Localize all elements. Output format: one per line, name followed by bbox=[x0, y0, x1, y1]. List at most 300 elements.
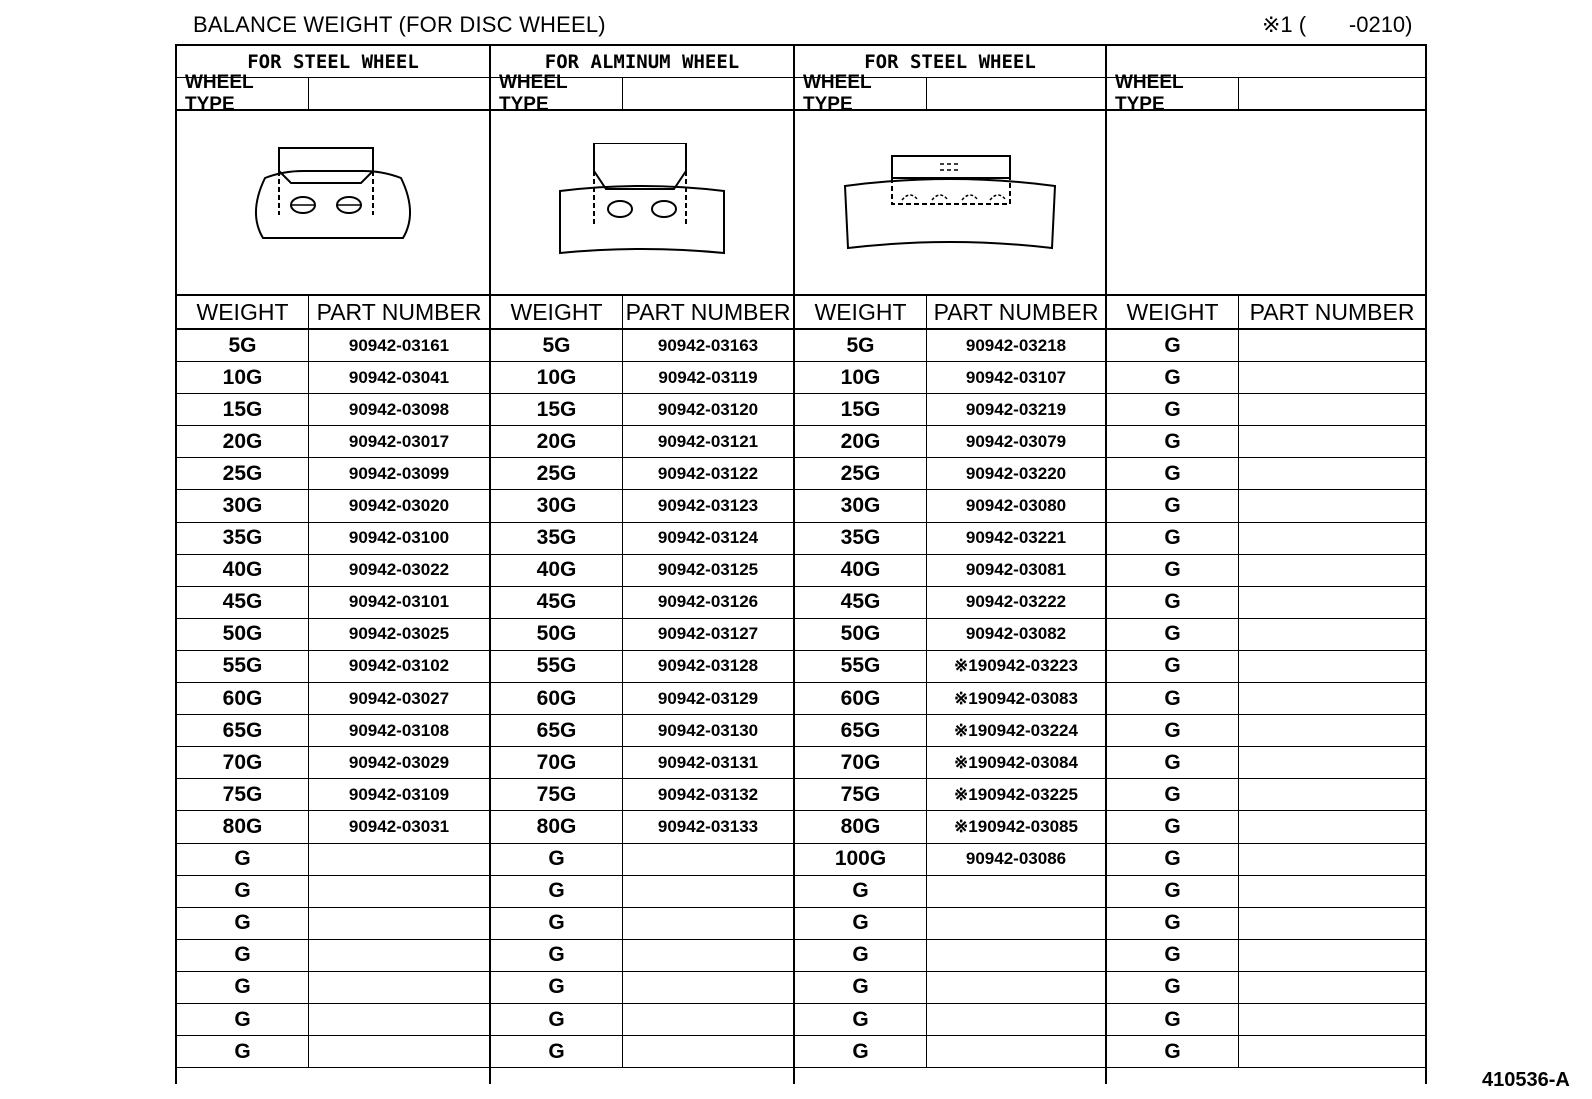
wheel-type-value bbox=[623, 78, 793, 109]
part-number-cell: 90942-03107 bbox=[965, 367, 1067, 387]
part-number-cell bbox=[309, 876, 489, 907]
weight-cell: 45G bbox=[177, 587, 309, 618]
part-number-cell bbox=[1239, 811, 1425, 842]
part-number-cell bbox=[623, 972, 793, 1003]
weight-cell: G bbox=[1107, 747, 1239, 778]
wheel-type-label: WHEEL TYPE bbox=[795, 78, 927, 109]
weight-cell: G bbox=[1107, 876, 1239, 907]
table-row bbox=[1107, 362, 1425, 394]
weight-cell: G bbox=[1107, 779, 1239, 810]
table-row bbox=[795, 972, 1105, 1004]
part-number-cell bbox=[1239, 844, 1425, 875]
weight-cell: 70G bbox=[491, 747, 623, 778]
table-row bbox=[795, 651, 1105, 683]
table-row bbox=[177, 811, 489, 843]
part-number-cell: ※190942-03224 bbox=[954, 720, 1078, 740]
table-row bbox=[795, 715, 1105, 747]
weight-column-header: WEIGHT bbox=[1107, 296, 1239, 328]
weight-cell: G bbox=[177, 876, 309, 907]
table-row bbox=[491, 747, 793, 779]
wheel-type-label: WHEEL TYPE bbox=[491, 78, 623, 109]
weight-cell: G bbox=[1107, 1004, 1239, 1035]
table-row bbox=[491, 908, 793, 940]
section-heading: FOR STEEL WHEEL bbox=[795, 46, 1105, 78]
table-row bbox=[1107, 844, 1425, 876]
part-number-cell bbox=[1239, 747, 1425, 778]
part-number-cell bbox=[927, 876, 1105, 907]
weight-cell: G bbox=[1107, 940, 1239, 971]
table-row bbox=[1107, 715, 1425, 747]
weight-cell: 65G bbox=[795, 715, 927, 746]
table-row bbox=[795, 587, 1105, 619]
table-row bbox=[177, 779, 489, 811]
weight-cell: 75G bbox=[795, 779, 927, 810]
weight-cell: G bbox=[1107, 619, 1239, 650]
table-row bbox=[1107, 1004, 1425, 1036]
table-row bbox=[491, 490, 793, 522]
table-row bbox=[177, 747, 489, 779]
weight-cell: 50G bbox=[491, 619, 623, 650]
table-row bbox=[795, 330, 1105, 362]
part-number-cell: 90942-03125 bbox=[657, 560, 759, 580]
weight-cell: G bbox=[1107, 362, 1239, 393]
table-row bbox=[1107, 1036, 1425, 1068]
part-number-cell: 90942-03128 bbox=[657, 656, 759, 676]
weight-cell: G bbox=[795, 1036, 927, 1067]
weight-cell: 70G bbox=[177, 747, 309, 778]
weight-cell: 45G bbox=[795, 587, 927, 618]
weight-cell: 10G bbox=[795, 362, 927, 393]
column-headers bbox=[1107, 296, 1425, 330]
table-row bbox=[177, 715, 489, 747]
weight-cell: 5G bbox=[491, 330, 623, 361]
part-number-cell: 90942-03086 bbox=[965, 849, 1067, 869]
weight-cell: 45G bbox=[491, 587, 623, 618]
table-row bbox=[177, 651, 489, 683]
weight-cell: G bbox=[177, 972, 309, 1003]
part-number-cell bbox=[623, 844, 793, 875]
table-row bbox=[795, 523, 1105, 555]
table-row bbox=[177, 972, 489, 1004]
part-number-cell bbox=[1239, 940, 1425, 971]
weight-cell: 80G bbox=[795, 811, 927, 842]
table-row bbox=[1107, 972, 1425, 1004]
part-number-cell bbox=[1239, 362, 1425, 393]
table-row bbox=[177, 1036, 489, 1068]
table-row bbox=[177, 587, 489, 619]
part-number-cell: 90942-03029 bbox=[348, 752, 450, 772]
table-row bbox=[491, 362, 793, 394]
weight-column-header: WEIGHT bbox=[177, 296, 309, 328]
part-number-cell: 90942-03102 bbox=[348, 656, 450, 676]
weight-cell: 10G bbox=[491, 362, 623, 393]
weight-cell: G bbox=[1107, 972, 1239, 1003]
part-number-cell: 90942-03131 bbox=[657, 752, 759, 772]
table-row bbox=[177, 908, 489, 940]
part-number-cell bbox=[309, 940, 489, 971]
weight-cell: G bbox=[177, 940, 309, 971]
weight-cell: G bbox=[1107, 458, 1239, 489]
weight-cell: 35G bbox=[795, 523, 927, 554]
part-number-cell bbox=[927, 1036, 1105, 1067]
table-row bbox=[1107, 458, 1425, 490]
weight-cell: G bbox=[177, 844, 309, 875]
weight-cell: 80G bbox=[491, 811, 623, 842]
part-number-cell: 90942-03133 bbox=[657, 816, 759, 836]
weight-cell: 20G bbox=[491, 426, 623, 457]
weight-cell: G bbox=[177, 1036, 309, 1067]
table-row bbox=[491, 940, 793, 972]
section-1 bbox=[175, 44, 489, 1084]
weight-cell: 15G bbox=[177, 394, 309, 425]
weight-cell: 75G bbox=[491, 779, 623, 810]
weight-cell: 75G bbox=[177, 779, 309, 810]
column-headers bbox=[491, 296, 793, 330]
table-row bbox=[795, 458, 1105, 490]
weight-cell: 25G bbox=[177, 458, 309, 489]
part-number-cell: 90942-03124 bbox=[657, 528, 759, 548]
table-row bbox=[1107, 876, 1425, 908]
wheel-type-label: WHEEL TYPE bbox=[177, 78, 309, 109]
table-row bbox=[1107, 555, 1425, 587]
weight-cell: 20G bbox=[795, 426, 927, 457]
weight-cell: G bbox=[491, 972, 623, 1003]
table-row bbox=[177, 426, 489, 458]
weight-cell: 30G bbox=[491, 490, 623, 521]
part-number-cell bbox=[1239, 330, 1425, 361]
table-row bbox=[1107, 747, 1425, 779]
part-number-cell bbox=[309, 1036, 489, 1067]
weight-cell: G bbox=[491, 1004, 623, 1035]
part-number-cell bbox=[1239, 876, 1425, 907]
table-row bbox=[1107, 523, 1425, 555]
weight-cell: G bbox=[1107, 683, 1239, 714]
table-row bbox=[1107, 683, 1425, 715]
table-row bbox=[177, 523, 489, 555]
table-row bbox=[795, 1004, 1105, 1036]
part-number-column-header: PART NUMBER bbox=[625, 298, 791, 325]
part-number-cell bbox=[927, 908, 1105, 939]
table-row bbox=[177, 362, 489, 394]
weight-cell: 55G bbox=[491, 651, 623, 682]
part-number-cell bbox=[1239, 683, 1425, 714]
part-number-cell: ※190942-03223 bbox=[954, 656, 1078, 676]
weight-cell: 65G bbox=[491, 715, 623, 746]
wheel-type-row bbox=[1107, 71, 1425, 115]
weight-cell: 5G bbox=[177, 330, 309, 361]
part-number-cell: 90942-03129 bbox=[657, 688, 759, 708]
part-number-cell: ※190942-03085 bbox=[954, 816, 1078, 836]
table-row bbox=[491, 972, 793, 1004]
table-row bbox=[491, 619, 793, 651]
table-row bbox=[491, 458, 793, 490]
weight-cell: G bbox=[1107, 844, 1239, 875]
part-number-cell: 90942-03082 bbox=[965, 624, 1067, 644]
table-row bbox=[177, 683, 489, 715]
table-row bbox=[1107, 394, 1425, 426]
part-number-cell: 90942-03221 bbox=[965, 528, 1067, 548]
part-number-cell: 90942-03022 bbox=[348, 560, 450, 580]
weight-cell: 60G bbox=[177, 683, 309, 714]
wheel-type-row bbox=[795, 71, 1105, 115]
wheel-type-value bbox=[309, 78, 489, 109]
weight-cell: G bbox=[177, 908, 309, 939]
part-number-cell: 90942-03101 bbox=[348, 592, 450, 612]
wheel-type-label: WHEEL TYPE bbox=[1107, 78, 1239, 109]
part-number-cell bbox=[623, 876, 793, 907]
part-number-column-header: PART NUMBER bbox=[933, 298, 1099, 325]
section-2 bbox=[489, 44, 793, 1084]
weight-cell: 65G bbox=[177, 715, 309, 746]
weight-cell: 50G bbox=[795, 619, 927, 650]
part-number-cell: 90942-03220 bbox=[965, 463, 1067, 483]
part-number-cell: 90942-03218 bbox=[965, 335, 1067, 355]
part-number-cell: ※190942-03083 bbox=[954, 688, 1078, 708]
table-row bbox=[177, 844, 489, 876]
part-number-cell: ※190942-03084 bbox=[954, 752, 1078, 772]
column-headers bbox=[795, 296, 1105, 330]
part-number-cell bbox=[309, 908, 489, 939]
table-row bbox=[795, 1036, 1105, 1068]
figure-id: 410536-A bbox=[1482, 1069, 1570, 1091]
wheel-type-value bbox=[927, 78, 1105, 109]
part-number-cell: 90942-03100 bbox=[348, 528, 450, 548]
wheel-type-value bbox=[1239, 78, 1425, 109]
balance-weight-table bbox=[175, 44, 1427, 1084]
part-number-cell: 90942-03161 bbox=[348, 335, 450, 355]
part-number-cell: 90942-03109 bbox=[348, 784, 450, 804]
part-number-cell: 90942-03025 bbox=[348, 624, 450, 644]
part-number-cell bbox=[1239, 587, 1425, 618]
aluminum-clip-weight-drawing bbox=[491, 111, 793, 296]
table-row bbox=[1107, 426, 1425, 458]
table-row bbox=[1107, 779, 1425, 811]
weight-cell: 30G bbox=[177, 490, 309, 521]
weight-cell: G bbox=[1107, 330, 1239, 361]
part-number-cell: 90942-03222 bbox=[965, 592, 1067, 612]
table-row bbox=[491, 587, 793, 619]
weight-cell: G bbox=[1107, 394, 1239, 425]
table-row bbox=[491, 779, 793, 811]
table-row bbox=[795, 940, 1105, 972]
weight-cell: G bbox=[795, 908, 927, 939]
part-number-cell bbox=[1239, 426, 1425, 457]
part-number-cell: 90942-03027 bbox=[348, 688, 450, 708]
table-row bbox=[177, 394, 489, 426]
revision-note: ※1 ( -0210) bbox=[1262, 12, 1413, 37]
weight-cell: 55G bbox=[795, 651, 927, 682]
part-number-cell bbox=[1239, 458, 1425, 489]
part-number-cell: 90942-03079 bbox=[965, 431, 1067, 451]
weight-cell: G bbox=[795, 940, 927, 971]
part-number-cell: 90942-03120 bbox=[657, 399, 759, 419]
weight-cell: G bbox=[795, 876, 927, 907]
weight-cell: G bbox=[1107, 490, 1239, 521]
part-number-cell bbox=[309, 1004, 489, 1035]
part-number-cell: 90942-03041 bbox=[348, 367, 450, 387]
empty-drawing-area bbox=[1107, 111, 1425, 296]
table-row bbox=[177, 458, 489, 490]
weight-cell: 60G bbox=[795, 683, 927, 714]
weight-cell: 40G bbox=[795, 555, 927, 586]
table-row bbox=[795, 779, 1105, 811]
weight-cell: G bbox=[491, 876, 623, 907]
table-row bbox=[491, 523, 793, 555]
part-number-cell bbox=[927, 1004, 1105, 1035]
weight-cell: 15G bbox=[795, 394, 927, 425]
part-number-cell: 90942-03127 bbox=[657, 624, 759, 644]
weight-cell: 60G bbox=[491, 683, 623, 714]
part-number-cell bbox=[1239, 619, 1425, 650]
section-4 bbox=[1105, 44, 1427, 1084]
table-row bbox=[491, 844, 793, 876]
table-row bbox=[795, 362, 1105, 394]
weight-cell: 15G bbox=[491, 394, 623, 425]
table-row bbox=[491, 555, 793, 587]
table-row bbox=[1107, 619, 1425, 651]
weight-cell: 10G bbox=[177, 362, 309, 393]
part-number-cell: 90942-03099 bbox=[348, 463, 450, 483]
part-number-cell bbox=[1239, 908, 1425, 939]
table-row bbox=[177, 555, 489, 587]
table-row bbox=[795, 394, 1105, 426]
table-row bbox=[491, 426, 793, 458]
weight-column-header: WEIGHT bbox=[795, 296, 927, 328]
weight-cell: G bbox=[795, 1004, 927, 1035]
weight-cell: G bbox=[491, 908, 623, 939]
part-number-cell: 90942-03098 bbox=[348, 399, 450, 419]
part-number-cell bbox=[623, 940, 793, 971]
weight-cell: G bbox=[1107, 908, 1239, 939]
table-row bbox=[1107, 940, 1425, 972]
weight-cell: 35G bbox=[177, 523, 309, 554]
part-number-cell: 90942-03080 bbox=[965, 496, 1067, 516]
part-number-cell: 90942-03017 bbox=[348, 431, 450, 451]
weight-cell: 100G bbox=[795, 844, 927, 875]
table-row bbox=[1107, 490, 1425, 522]
weight-cell: G bbox=[1107, 555, 1239, 586]
weight-cell: G bbox=[1107, 587, 1239, 618]
part-number-cell bbox=[1239, 394, 1425, 425]
table-row bbox=[795, 811, 1105, 843]
table-row bbox=[795, 683, 1105, 715]
weight-cell: G bbox=[1107, 523, 1239, 554]
section-heading: FOR STEEL WHEEL bbox=[177, 46, 489, 78]
weight-cell: G bbox=[491, 844, 623, 875]
weight-cell: 20G bbox=[177, 426, 309, 457]
column-headers bbox=[177, 296, 489, 330]
table-row bbox=[795, 908, 1105, 940]
weight-cell: G bbox=[795, 972, 927, 1003]
table-row bbox=[491, 330, 793, 362]
part-number-cell: 90942-03108 bbox=[348, 720, 450, 740]
part-number-cell: 90942-03020 bbox=[348, 496, 450, 516]
weight-cell: 40G bbox=[491, 555, 623, 586]
weight-cell: G bbox=[177, 1004, 309, 1035]
part-number-cell: 90942-03163 bbox=[657, 335, 759, 355]
weight-cell: 30G bbox=[795, 490, 927, 521]
part-number-cell bbox=[927, 972, 1105, 1003]
document-title: BALANCE WEIGHT (FOR DISC WHEEL) bbox=[193, 12, 606, 37]
weight-cell: 40G bbox=[177, 555, 309, 586]
weight-cell: G bbox=[491, 1036, 623, 1067]
part-number-cell: 90942-03121 bbox=[657, 431, 759, 451]
table-row bbox=[491, 876, 793, 908]
table-row bbox=[491, 1036, 793, 1068]
part-number-cell: 90942-03031 bbox=[348, 816, 450, 836]
weight-column-header: WEIGHT bbox=[491, 296, 623, 328]
steel-flat-weight-drawing bbox=[795, 111, 1105, 296]
table-row bbox=[491, 651, 793, 683]
part-number-cell: 90942-03122 bbox=[657, 463, 759, 483]
table-row bbox=[177, 490, 489, 522]
part-number-cell bbox=[1239, 1036, 1425, 1067]
part-number-cell bbox=[927, 940, 1105, 971]
part-number-cell bbox=[1239, 555, 1425, 586]
part-number-cell: ※190942-03225 bbox=[954, 784, 1078, 804]
table-row bbox=[1107, 330, 1425, 362]
weight-cell: G bbox=[1107, 1036, 1239, 1067]
table-row bbox=[1107, 587, 1425, 619]
weight-cell: 25G bbox=[491, 458, 623, 489]
table-row bbox=[177, 876, 489, 908]
table-row bbox=[177, 940, 489, 972]
table-row bbox=[491, 811, 793, 843]
steel-clip-weight-drawing bbox=[177, 111, 489, 296]
weight-cell: 80G bbox=[177, 811, 309, 842]
part-number-cell: 90942-03219 bbox=[965, 399, 1067, 419]
weight-cell: G bbox=[1107, 811, 1239, 842]
table-row bbox=[795, 490, 1105, 522]
part-number-cell bbox=[1239, 779, 1425, 810]
part-number-cell bbox=[623, 1004, 793, 1035]
weight-cell: 35G bbox=[491, 523, 623, 554]
part-number-cell: 90942-03123 bbox=[657, 496, 759, 516]
part-number-cell: 90942-03081 bbox=[965, 560, 1067, 580]
table-row bbox=[795, 747, 1105, 779]
part-number-cell bbox=[1239, 651, 1425, 682]
section-heading: FOR ALMINUM WHEEL bbox=[491, 46, 793, 78]
part-number-cell bbox=[1239, 523, 1425, 554]
table-row bbox=[795, 426, 1105, 458]
wheel-type-row bbox=[491, 71, 793, 115]
table-row bbox=[1107, 811, 1425, 843]
part-number-cell: 90942-03132 bbox=[657, 784, 759, 804]
table-row bbox=[795, 555, 1105, 587]
table-row bbox=[795, 619, 1105, 651]
table-row bbox=[177, 619, 489, 651]
table-row bbox=[177, 1004, 489, 1036]
table-row bbox=[795, 876, 1105, 908]
part-number-cell bbox=[309, 972, 489, 1003]
weight-cell: G bbox=[1107, 651, 1239, 682]
part-number-column-header: PART NUMBER bbox=[1249, 298, 1415, 325]
part-number-cell bbox=[1239, 490, 1425, 521]
section-3 bbox=[793, 44, 1105, 1084]
part-number-cell bbox=[1239, 715, 1425, 746]
table-row bbox=[1107, 908, 1425, 940]
weight-cell: G bbox=[491, 940, 623, 971]
part-number-cell bbox=[623, 908, 793, 939]
table-row bbox=[177, 330, 489, 362]
part-number-cell: 90942-03130 bbox=[657, 720, 759, 740]
table-row bbox=[491, 394, 793, 426]
table-row bbox=[491, 683, 793, 715]
weight-cell: G bbox=[1107, 426, 1239, 457]
wheel-type-row bbox=[177, 71, 489, 115]
weight-cell: 50G bbox=[177, 619, 309, 650]
part-number-cell bbox=[1239, 972, 1425, 1003]
